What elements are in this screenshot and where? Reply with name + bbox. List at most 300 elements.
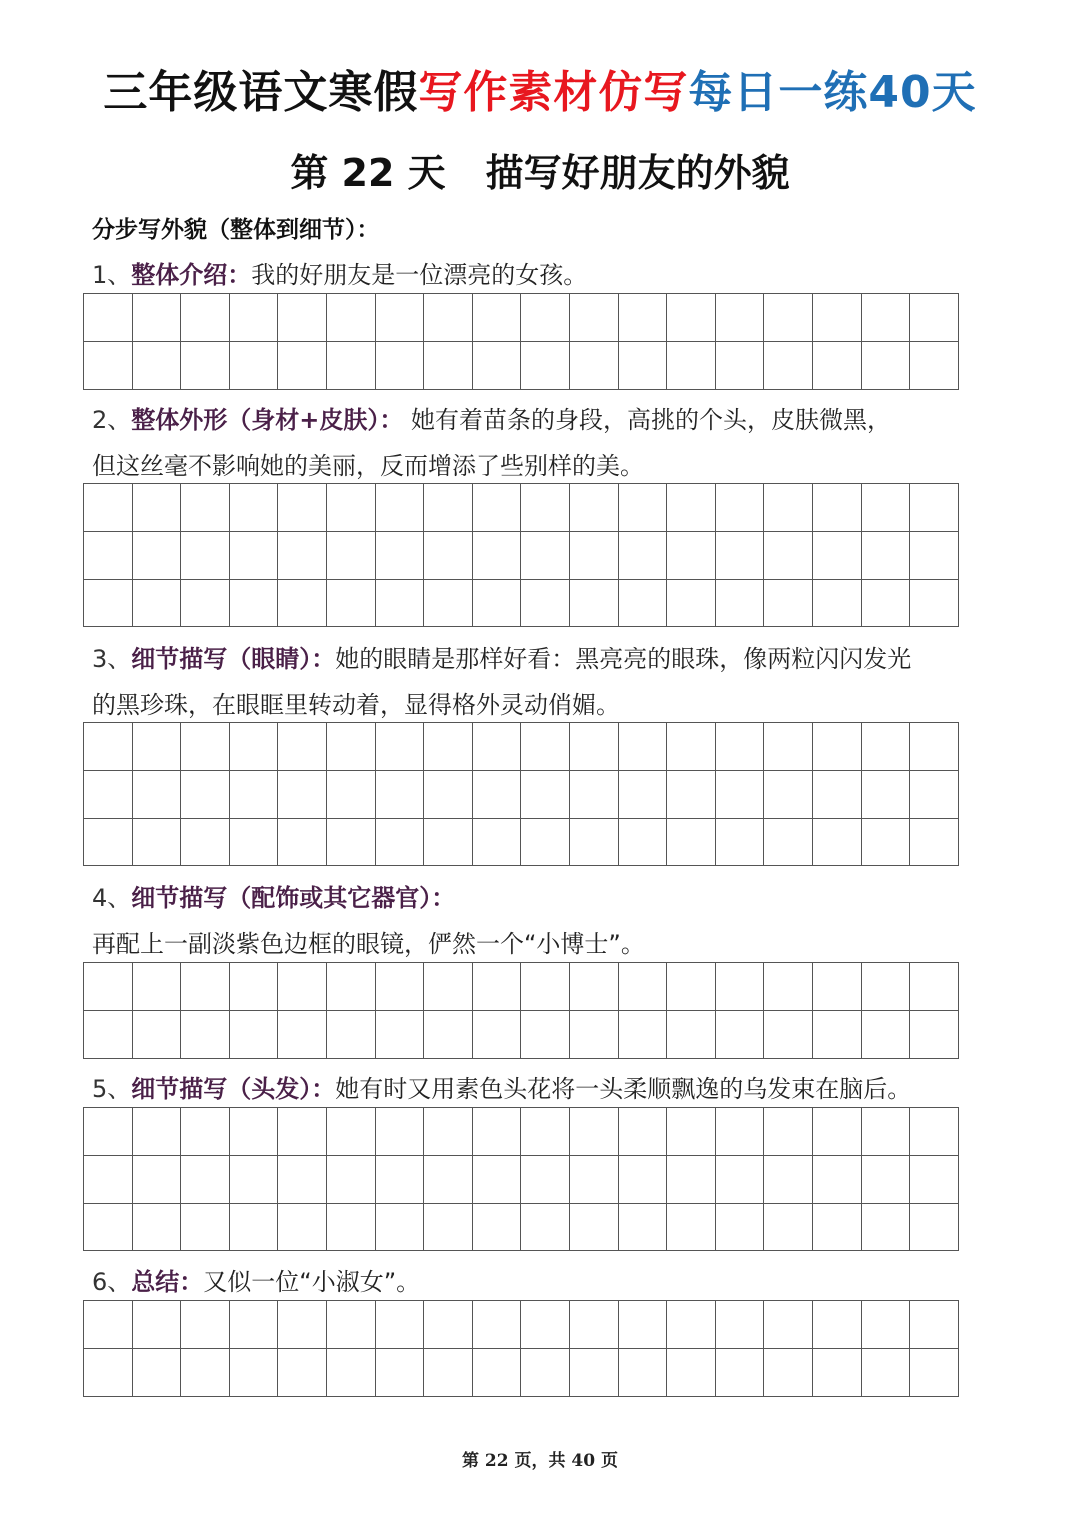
grid-cell[interactable] bbox=[326, 1301, 375, 1349]
grid-cell[interactable] bbox=[812, 579, 861, 627]
grid-cell[interactable] bbox=[861, 294, 910, 342]
grid-cell[interactable] bbox=[861, 484, 910, 532]
grid-cell[interactable] bbox=[715, 1155, 764, 1203]
grid-cell[interactable] bbox=[326, 484, 375, 532]
grid-cell[interactable] bbox=[132, 531, 181, 579]
grid-cell[interactable] bbox=[715, 818, 764, 866]
title-part-black: 三年级语文寒假 bbox=[103, 67, 419, 118]
grid-cell[interactable] bbox=[229, 294, 278, 342]
grid-cell[interactable] bbox=[424, 723, 473, 771]
grid-cell[interactable] bbox=[326, 723, 375, 771]
grid-cell[interactable] bbox=[278, 1203, 327, 1251]
grid-cell[interactable] bbox=[375, 818, 424, 866]
grid-cell[interactable] bbox=[326, 1010, 375, 1058]
grid-cell[interactable] bbox=[326, 1108, 375, 1156]
grid-cell[interactable] bbox=[910, 1010, 959, 1058]
grid-cell[interactable] bbox=[910, 818, 959, 866]
grid-cell[interactable] bbox=[229, 770, 278, 818]
grid-cell[interactable] bbox=[910, 484, 959, 532]
grid-cell[interactable] bbox=[181, 1155, 230, 1203]
grid-cell[interactable] bbox=[132, 1203, 181, 1251]
grid-cell[interactable] bbox=[910, 770, 959, 818]
grid-cell[interactable] bbox=[84, 1301, 133, 1349]
grid-cell[interactable] bbox=[569, 294, 618, 342]
grid-cell[interactable] bbox=[861, 723, 910, 771]
grid-cell[interactable] bbox=[667, 1348, 716, 1396]
grid-cell[interactable] bbox=[424, 341, 473, 389]
grid-cell[interactable] bbox=[181, 1301, 230, 1349]
grid-cell[interactable] bbox=[764, 818, 813, 866]
grid-cell[interactable] bbox=[569, 818, 618, 866]
grid-cell[interactable] bbox=[472, 484, 521, 532]
section-text: 我的好朋友是一位漂亮的女孩。 bbox=[251, 261, 588, 289]
grid-cell[interactable] bbox=[424, 531, 473, 579]
grid-cell[interactable] bbox=[910, 531, 959, 579]
grid-cell[interactable] bbox=[472, 963, 521, 1011]
grid-cell[interactable] bbox=[569, 1010, 618, 1058]
grid-cell[interactable] bbox=[278, 1301, 327, 1349]
grid-cell[interactable] bbox=[229, 1010, 278, 1058]
grid-cell[interactable] bbox=[424, 1108, 473, 1156]
grid-cell[interactable] bbox=[569, 1155, 618, 1203]
grid-cell[interactable] bbox=[812, 770, 861, 818]
grid-cell[interactable] bbox=[715, 294, 764, 342]
grid-cell[interactable] bbox=[569, 963, 618, 1011]
grid-cell[interactable] bbox=[229, 1155, 278, 1203]
grid-cell[interactable] bbox=[521, 579, 570, 627]
grid-cell[interactable] bbox=[812, 1203, 861, 1251]
grid-cell[interactable] bbox=[132, 1010, 181, 1058]
grid-cell[interactable] bbox=[618, 1108, 667, 1156]
grid-cell[interactable] bbox=[715, 531, 764, 579]
grid-cell[interactable] bbox=[812, 294, 861, 342]
grid-cell[interactable] bbox=[181, 1203, 230, 1251]
grid-cell[interactable] bbox=[764, 531, 813, 579]
section-number: 2、 bbox=[92, 406, 132, 434]
grid-cell[interactable] bbox=[521, 1203, 570, 1251]
grid-cell[interactable] bbox=[375, 1348, 424, 1396]
grid-cell[interactable] bbox=[667, 1108, 716, 1156]
grid-cell[interactable] bbox=[569, 1108, 618, 1156]
grid-cell[interactable] bbox=[667, 531, 716, 579]
grid-cell[interactable] bbox=[812, 1010, 861, 1058]
grid-cell[interactable] bbox=[375, 1155, 424, 1203]
grid-cell[interactable] bbox=[861, 770, 910, 818]
grid-cell[interactable] bbox=[84, 1108, 133, 1156]
grid-cell[interactable] bbox=[521, 1301, 570, 1349]
grid-cell[interactable] bbox=[521, 963, 570, 1011]
grid-cell[interactable] bbox=[715, 579, 764, 627]
grid-cell[interactable] bbox=[375, 1010, 424, 1058]
grid-cell[interactable] bbox=[521, 770, 570, 818]
grid-cell[interactable] bbox=[861, 341, 910, 389]
grid-cell[interactable] bbox=[229, 484, 278, 532]
grid-cell[interactable] bbox=[375, 963, 424, 1011]
section-number: 5、 bbox=[92, 1075, 132, 1103]
section-text: 她的眼睛是那样好看：黑亮亮的眼珠，像两粒闪闪发光 bbox=[335, 645, 912, 673]
grid-cell[interactable] bbox=[715, 770, 764, 818]
grid-cell[interactable] bbox=[521, 723, 570, 771]
grid-cell[interactable] bbox=[278, 531, 327, 579]
writing-grid-4[interactable] bbox=[83, 962, 959, 1059]
grid-cell[interactable] bbox=[472, 341, 521, 389]
grid-cell[interactable] bbox=[229, 531, 278, 579]
grid-cell[interactable] bbox=[326, 1155, 375, 1203]
grid-cell[interactable] bbox=[424, 818, 473, 866]
grid-cell[interactable] bbox=[278, 723, 327, 771]
day-topic: 描写好朋友的外貌 bbox=[485, 151, 790, 195]
grid-cell[interactable] bbox=[569, 1203, 618, 1251]
grid-cell[interactable] bbox=[521, 1155, 570, 1203]
grid-cell[interactable] bbox=[181, 531, 230, 579]
writing-grid-3[interactable] bbox=[83, 722, 959, 866]
grid-cell[interactable] bbox=[618, 579, 667, 627]
grid-cell[interactable] bbox=[326, 531, 375, 579]
grid-cell[interactable] bbox=[861, 1203, 910, 1251]
section-number: 4、 bbox=[92, 884, 132, 912]
grid-cell[interactable] bbox=[84, 294, 133, 342]
grid-cell[interactable] bbox=[424, 963, 473, 1011]
grid-cell[interactable] bbox=[278, 963, 327, 1011]
writing-grid-6[interactable] bbox=[83, 1300, 959, 1397]
grid-cell[interactable] bbox=[278, 1108, 327, 1156]
grid-cell[interactable] bbox=[618, 770, 667, 818]
grid-cell[interactable] bbox=[667, 818, 716, 866]
grid-cell[interactable] bbox=[229, 1301, 278, 1349]
grid-cell[interactable] bbox=[278, 341, 327, 389]
grid-cell[interactable] bbox=[812, 1155, 861, 1203]
grid-cell[interactable] bbox=[910, 294, 959, 342]
grid-cell[interactable] bbox=[569, 341, 618, 389]
grid-cell[interactable] bbox=[132, 1155, 181, 1203]
grid-row bbox=[84, 770, 959, 818]
grid-cell[interactable] bbox=[618, 294, 667, 342]
grid-cell[interactable] bbox=[84, 484, 133, 532]
grid-cell[interactable] bbox=[132, 484, 181, 532]
grid-cell[interactable] bbox=[326, 1203, 375, 1251]
grid-cell[interactable] bbox=[521, 484, 570, 532]
grid-cell[interactable] bbox=[326, 294, 375, 342]
grid-cell[interactable] bbox=[764, 484, 813, 532]
grid-cell[interactable] bbox=[472, 1348, 521, 1396]
writing-grid-1[interactable] bbox=[83, 293, 959, 390]
grid-cell[interactable] bbox=[618, 963, 667, 1011]
grid-cell[interactable] bbox=[667, 1301, 716, 1349]
grid-cell[interactable] bbox=[569, 531, 618, 579]
grid-cell[interactable] bbox=[278, 1155, 327, 1203]
grid-cell[interactable] bbox=[764, 294, 813, 342]
section-3-prompt-line2: 的黑珍珠，在眼眶里转动着，显得格外灵动俏媚。 bbox=[92, 691, 620, 719]
section-2-prompt bbox=[92, 397, 997, 443]
grid-cell[interactable] bbox=[278, 818, 327, 866]
grid-cell[interactable] bbox=[472, 770, 521, 818]
grid-cell[interactable] bbox=[618, 723, 667, 771]
grid-cell[interactable] bbox=[229, 1348, 278, 1396]
grid-cell[interactable] bbox=[84, 1203, 133, 1251]
grid-cell[interactable] bbox=[181, 1348, 230, 1396]
grid-cell[interactable] bbox=[618, 1301, 667, 1349]
grid-cell[interactable] bbox=[618, 818, 667, 866]
grid-cell[interactable] bbox=[472, 1010, 521, 1058]
grid-cell[interactable] bbox=[667, 484, 716, 532]
grid-cell[interactable] bbox=[84, 1010, 133, 1058]
section-colon: ： bbox=[311, 645, 336, 673]
grid-cell[interactable] bbox=[278, 294, 327, 342]
grid-cell[interactable] bbox=[472, 723, 521, 771]
grid-cell[interactable] bbox=[569, 770, 618, 818]
grid-cell[interactable] bbox=[667, 1155, 716, 1203]
grid-cell[interactable] bbox=[472, 294, 521, 342]
grid-cell[interactable] bbox=[764, 723, 813, 771]
writing-grid-2[interactable] bbox=[83, 483, 959, 627]
grid-cell[interactable] bbox=[375, 1203, 424, 1251]
grid-cell[interactable] bbox=[84, 770, 133, 818]
grid-cell[interactable] bbox=[472, 579, 521, 627]
grid-cell[interactable] bbox=[667, 723, 716, 771]
grid-cell[interactable] bbox=[229, 341, 278, 389]
section-number: 1、 bbox=[92, 261, 132, 289]
grid-cell[interactable] bbox=[84, 818, 133, 866]
grid-cell[interactable] bbox=[861, 531, 910, 579]
grid-cell[interactable] bbox=[764, 341, 813, 389]
grid-cell[interactable] bbox=[472, 531, 521, 579]
grid-cell[interactable] bbox=[84, 341, 133, 389]
grid-cell[interactable] bbox=[326, 1348, 375, 1396]
title-part-red: 写作素材仿写 bbox=[418, 67, 689, 118]
writing-grid-5[interactable] bbox=[83, 1107, 959, 1251]
grid-cell[interactable] bbox=[861, 1010, 910, 1058]
grid-cell[interactable] bbox=[910, 1348, 959, 1396]
grid-cell[interactable] bbox=[424, 1010, 473, 1058]
grid-cell[interactable] bbox=[667, 1203, 716, 1251]
grid-cell[interactable] bbox=[521, 531, 570, 579]
grid-cell[interactable] bbox=[181, 770, 230, 818]
grid-cell[interactable] bbox=[861, 1108, 910, 1156]
grid-cell[interactable] bbox=[132, 818, 181, 866]
grid-cell[interactable] bbox=[375, 1301, 424, 1349]
section-4-prompt-line2: 再配上一副淡紫色边框的眼镜，俨然一个“小博士”。 bbox=[92, 930, 645, 958]
grid-cell[interactable] bbox=[715, 723, 764, 771]
grid-cell[interactable] bbox=[618, 341, 667, 389]
grid-cell[interactable] bbox=[132, 1348, 181, 1396]
grid-cell[interactable] bbox=[375, 1108, 424, 1156]
grid-cell[interactable] bbox=[375, 579, 424, 627]
grid-cell[interactable] bbox=[569, 723, 618, 771]
grid-cell[interactable] bbox=[910, 1108, 959, 1156]
grid-cell[interactable] bbox=[132, 341, 181, 389]
grid-cell[interactable] bbox=[861, 579, 910, 627]
section-colon: ： bbox=[227, 261, 252, 289]
grid-cell[interactable] bbox=[132, 294, 181, 342]
grid-cell[interactable] bbox=[861, 1301, 910, 1349]
grid-cell[interactable] bbox=[812, 723, 861, 771]
grid-cell[interactable] bbox=[278, 484, 327, 532]
grid-cell[interactable] bbox=[764, 963, 813, 1011]
grid-cell[interactable] bbox=[910, 723, 959, 771]
grid-cell[interactable] bbox=[618, 1348, 667, 1396]
grid-cell[interactable] bbox=[326, 579, 375, 627]
grid-cell[interactable] bbox=[569, 484, 618, 532]
grid-row bbox=[84, 818, 959, 866]
grid-cell[interactable] bbox=[667, 770, 716, 818]
grid-cell[interactable] bbox=[618, 531, 667, 579]
grid-cell[interactable] bbox=[521, 294, 570, 342]
grid-cell[interactable] bbox=[569, 1301, 618, 1349]
grid-cell[interactable] bbox=[910, 341, 959, 389]
grid-cell[interactable] bbox=[764, 1203, 813, 1251]
grid-cell[interactable] bbox=[812, 1348, 861, 1396]
grid-cell[interactable] bbox=[812, 1108, 861, 1156]
grid-row bbox=[84, 963, 959, 1011]
grid-cell[interactable] bbox=[569, 1348, 618, 1396]
grid-cell[interactable] bbox=[764, 1348, 813, 1396]
grid-cell[interactable] bbox=[181, 963, 230, 1011]
grid-cell[interactable] bbox=[84, 1155, 133, 1203]
grid-row bbox=[84, 1108, 959, 1156]
grid-cell[interactable] bbox=[181, 341, 230, 389]
grid-cell[interactable] bbox=[181, 579, 230, 627]
grid-cell[interactable] bbox=[472, 818, 521, 866]
grid-cell[interactable] bbox=[132, 723, 181, 771]
grid-cell[interactable] bbox=[424, 1203, 473, 1251]
grid-cell[interactable] bbox=[715, 1348, 764, 1396]
grid-cell[interactable] bbox=[569, 579, 618, 627]
grid-cell[interactable] bbox=[618, 1203, 667, 1251]
grid-cell[interactable] bbox=[521, 818, 570, 866]
grid-cell[interactable] bbox=[375, 341, 424, 389]
grid-cell[interactable] bbox=[181, 294, 230, 342]
grid-cell[interactable] bbox=[326, 341, 375, 389]
grid-cell[interactable] bbox=[132, 579, 181, 627]
grid-cell[interactable] bbox=[812, 963, 861, 1011]
grid-cell[interactable] bbox=[764, 1301, 813, 1349]
grid-cell[interactable] bbox=[181, 1108, 230, 1156]
grid-cell[interactable] bbox=[667, 341, 716, 389]
grid-cell[interactable] bbox=[424, 484, 473, 532]
grid-cell[interactable] bbox=[618, 1155, 667, 1203]
grid-cell[interactable] bbox=[910, 1155, 959, 1203]
grid-cell[interactable] bbox=[812, 341, 861, 389]
grid-cell[interactable] bbox=[764, 1010, 813, 1058]
grid-cell[interactable] bbox=[84, 723, 133, 771]
day-heading bbox=[0, 145, 1080, 201]
day-number: 第 22 天 bbox=[290, 151, 446, 195]
grid-cell[interactable] bbox=[424, 770, 473, 818]
section-keyword: 整体外形（身材+皮肤） bbox=[131, 406, 380, 434]
grid-cell[interactable] bbox=[84, 531, 133, 579]
grid-cell[interactable] bbox=[764, 1108, 813, 1156]
grid-cell[interactable] bbox=[764, 770, 813, 818]
grid-cell[interactable] bbox=[132, 770, 181, 818]
grid-cell[interactable] bbox=[812, 818, 861, 866]
grid-cell[interactable] bbox=[375, 484, 424, 532]
grid-cell[interactable] bbox=[472, 1301, 521, 1349]
grid-cell[interactable] bbox=[521, 1010, 570, 1058]
grid-cell[interactable] bbox=[181, 1010, 230, 1058]
grid-cell[interactable] bbox=[424, 1155, 473, 1203]
grid-cell[interactable] bbox=[278, 579, 327, 627]
grid-cell[interactable] bbox=[667, 963, 716, 1011]
grid-cell[interactable] bbox=[910, 579, 959, 627]
grid-cell[interactable] bbox=[715, 484, 764, 532]
grid-row bbox=[84, 1203, 959, 1251]
grid-cell[interactable] bbox=[764, 579, 813, 627]
grid-cell[interactable] bbox=[424, 1348, 473, 1396]
grid-cell[interactable] bbox=[375, 723, 424, 771]
grid-cell[interactable] bbox=[181, 484, 230, 532]
grid-cell[interactable] bbox=[861, 1348, 910, 1396]
grid-cell[interactable] bbox=[229, 579, 278, 627]
grid-cell[interactable] bbox=[326, 770, 375, 818]
grid-cell[interactable] bbox=[715, 1108, 764, 1156]
grid-cell[interactable] bbox=[521, 341, 570, 389]
grid-cell[interactable] bbox=[424, 579, 473, 627]
grid-cell[interactable] bbox=[667, 1010, 716, 1058]
grid-cell[interactable] bbox=[667, 579, 716, 627]
grid-cell[interactable] bbox=[715, 1010, 764, 1058]
grid-cell[interactable] bbox=[181, 723, 230, 771]
grid-cell[interactable] bbox=[910, 963, 959, 1011]
grid-cell[interactable] bbox=[861, 1155, 910, 1203]
grid-cell[interactable] bbox=[132, 963, 181, 1011]
grid-cell[interactable] bbox=[84, 579, 133, 627]
grid-cell[interactable] bbox=[812, 1301, 861, 1349]
grid-cell[interactable] bbox=[521, 1348, 570, 1396]
grid-cell[interactable] bbox=[910, 1301, 959, 1349]
grid-cell[interactable] bbox=[667, 294, 716, 342]
grid-cell[interactable] bbox=[812, 531, 861, 579]
grid-cell[interactable] bbox=[715, 1203, 764, 1251]
grid-cell[interactable] bbox=[472, 1155, 521, 1203]
grid-cell[interactable] bbox=[424, 294, 473, 342]
grid-cell[interactable] bbox=[618, 484, 667, 532]
grid-cell[interactable] bbox=[472, 1203, 521, 1251]
grid-cell[interactable] bbox=[181, 818, 230, 866]
grid-cell[interactable] bbox=[375, 770, 424, 818]
grid-cell[interactable] bbox=[861, 818, 910, 866]
grid-cell[interactable] bbox=[715, 1301, 764, 1349]
grid-cell[interactable] bbox=[910, 1203, 959, 1251]
grid-cell[interactable] bbox=[84, 1348, 133, 1396]
grid-cell[interactable] bbox=[229, 963, 278, 1011]
grid-cell[interactable] bbox=[326, 818, 375, 866]
grid-cell[interactable] bbox=[812, 484, 861, 532]
section-colon: ： bbox=[311, 1075, 336, 1103]
grid-cell[interactable] bbox=[84, 963, 133, 1011]
intro-instruction: 分步写外貌（整体到细节）： bbox=[92, 217, 380, 243]
grid-cell[interactable] bbox=[472, 1108, 521, 1156]
grid-cell[interactable] bbox=[326, 963, 375, 1011]
grid-cell[interactable] bbox=[132, 1108, 181, 1156]
grid-cell[interactable] bbox=[861, 963, 910, 1011]
grid-cell[interactable] bbox=[424, 1301, 473, 1349]
grid-cell[interactable] bbox=[278, 770, 327, 818]
grid-cell[interactable] bbox=[715, 963, 764, 1011]
grid-cell[interactable] bbox=[764, 1155, 813, 1203]
grid-cell[interactable] bbox=[278, 1348, 327, 1396]
grid-cell[interactable] bbox=[375, 531, 424, 579]
grid-cell[interactable] bbox=[521, 1108, 570, 1156]
grid-cell[interactable] bbox=[132, 1301, 181, 1349]
grid-cell[interactable] bbox=[229, 1203, 278, 1251]
grid-cell[interactable] bbox=[229, 818, 278, 866]
grid-cell[interactable] bbox=[715, 341, 764, 389]
grid-cell[interactable] bbox=[618, 1010, 667, 1058]
grid-cell[interactable] bbox=[375, 294, 424, 342]
grid-cell[interactable] bbox=[229, 723, 278, 771]
grid-cell[interactable] bbox=[229, 1108, 278, 1156]
grid-cell[interactable] bbox=[278, 1010, 327, 1058]
